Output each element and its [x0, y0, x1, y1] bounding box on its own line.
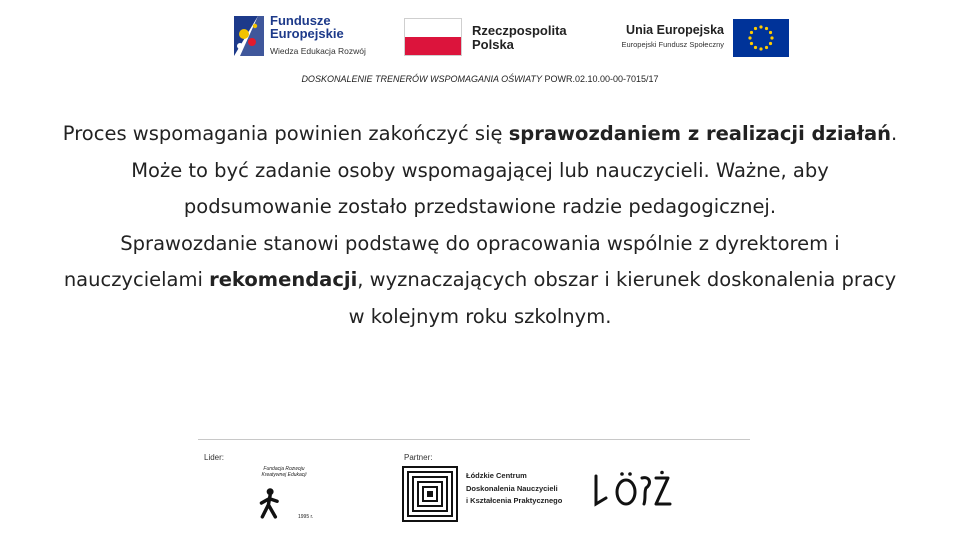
ldc-line1: Łódzkie Centrum — [466, 471, 527, 480]
lider-label: Lider: — [204, 453, 225, 462]
rzeczpospolita-logo — [404, 18, 574, 60]
footer-divider — [198, 439, 750, 440]
p2-text-c: , wyznaczających obszar i kierunek doskonalenia pracy w kolejnym roku szkolnym. — [348, 268, 897, 328]
fundusze-subtitle: Wiedza Edukacja Rozwój — [270, 46, 366, 56]
eu-star — [765, 46, 768, 49]
eu-flag-icon — [733, 19, 789, 57]
fundusze-title — [270, 14, 344, 40]
p1-text-c: . Może to być zadanie osoby wspomagającej lub nauczycieli. Ważne, aby podsumowanie zostało przedstawione radzie pedagogicznej. — [131, 122, 898, 218]
lider-logo-text: Fundacja Rozwoju Kreatywnej Edukacji — [261, 466, 307, 478]
project-number: POWR.02.10.00-00-7015/17 — [541, 74, 659, 84]
project-code — [0, 74, 960, 84]
eu-star — [759, 25, 762, 28]
eu-star — [769, 42, 772, 45]
rzeczpospolita-line1: Rzeczpospolita — [472, 23, 567, 38]
polish-flag-icon — [404, 18, 462, 56]
fundusze-line2: Europejskie — [270, 26, 344, 41]
lider-logo-year: 1995 r. — [298, 514, 314, 520]
eu-star — [759, 47, 762, 50]
p1-text-a: Proces wspomagania powinien zakończyć się — [62, 122, 509, 145]
eu-star — [769, 31, 772, 34]
eu-star — [754, 27, 757, 30]
ldc-logo-text — [466, 470, 562, 508]
fundusze-line1: Fundusze — [270, 13, 331, 28]
eu-star — [748, 36, 751, 39]
paragraph-1 — [60, 116, 900, 226]
eu-star — [750, 42, 753, 45]
project-name: DOSKONALENIE TRENERÓW WSPOMAGANIA OŚWIATY — [301, 74, 542, 84]
unia-text — [600, 23, 724, 49]
p1-bold: sprawozdaniem z realizacji działań — [508, 122, 891, 145]
lider-logo — [256, 466, 326, 526]
eu-star — [750, 31, 753, 34]
ldc-concentric-squares-icon — [402, 466, 458, 522]
fundusze-europejskie-logo — [232, 12, 382, 62]
logo-bar — [0, 0, 960, 70]
lodz-city-logo-icon — [590, 470, 676, 516]
p2-bold: rekomendacji — [209, 268, 358, 291]
unia-subtitle: Europejski Fundusz Społeczny — [621, 40, 724, 49]
eu-star — [770, 36, 773, 39]
main-text — [60, 116, 900, 335]
ldc-logo — [402, 466, 582, 524]
unia-title: Unia Europejska — [626, 23, 724, 37]
lider-walking-figure-icon — [258, 486, 284, 520]
partner-label: Partner: — [404, 453, 433, 462]
rzeczpospolita-text — [472, 24, 567, 52]
eu-star — [754, 46, 757, 49]
fundusze-europejskie-mark-icon — [232, 12, 266, 58]
eu-star — [765, 27, 768, 30]
unia-europejska-logo — [600, 18, 792, 60]
ldc-line3: i Kształcenia Praktycznego — [466, 496, 563, 505]
rzeczpospolita-line2: Polska — [472, 37, 514, 52]
ldc-line2: Doskonalenia Nauczycieli — [466, 483, 558, 493]
paragraph-2 — [60, 226, 900, 336]
p2-text-a: Sprawozdanie stanowi podstawę do opracowania wspólnie z dyrektorem i nauczycielami — [63, 231, 840, 291]
